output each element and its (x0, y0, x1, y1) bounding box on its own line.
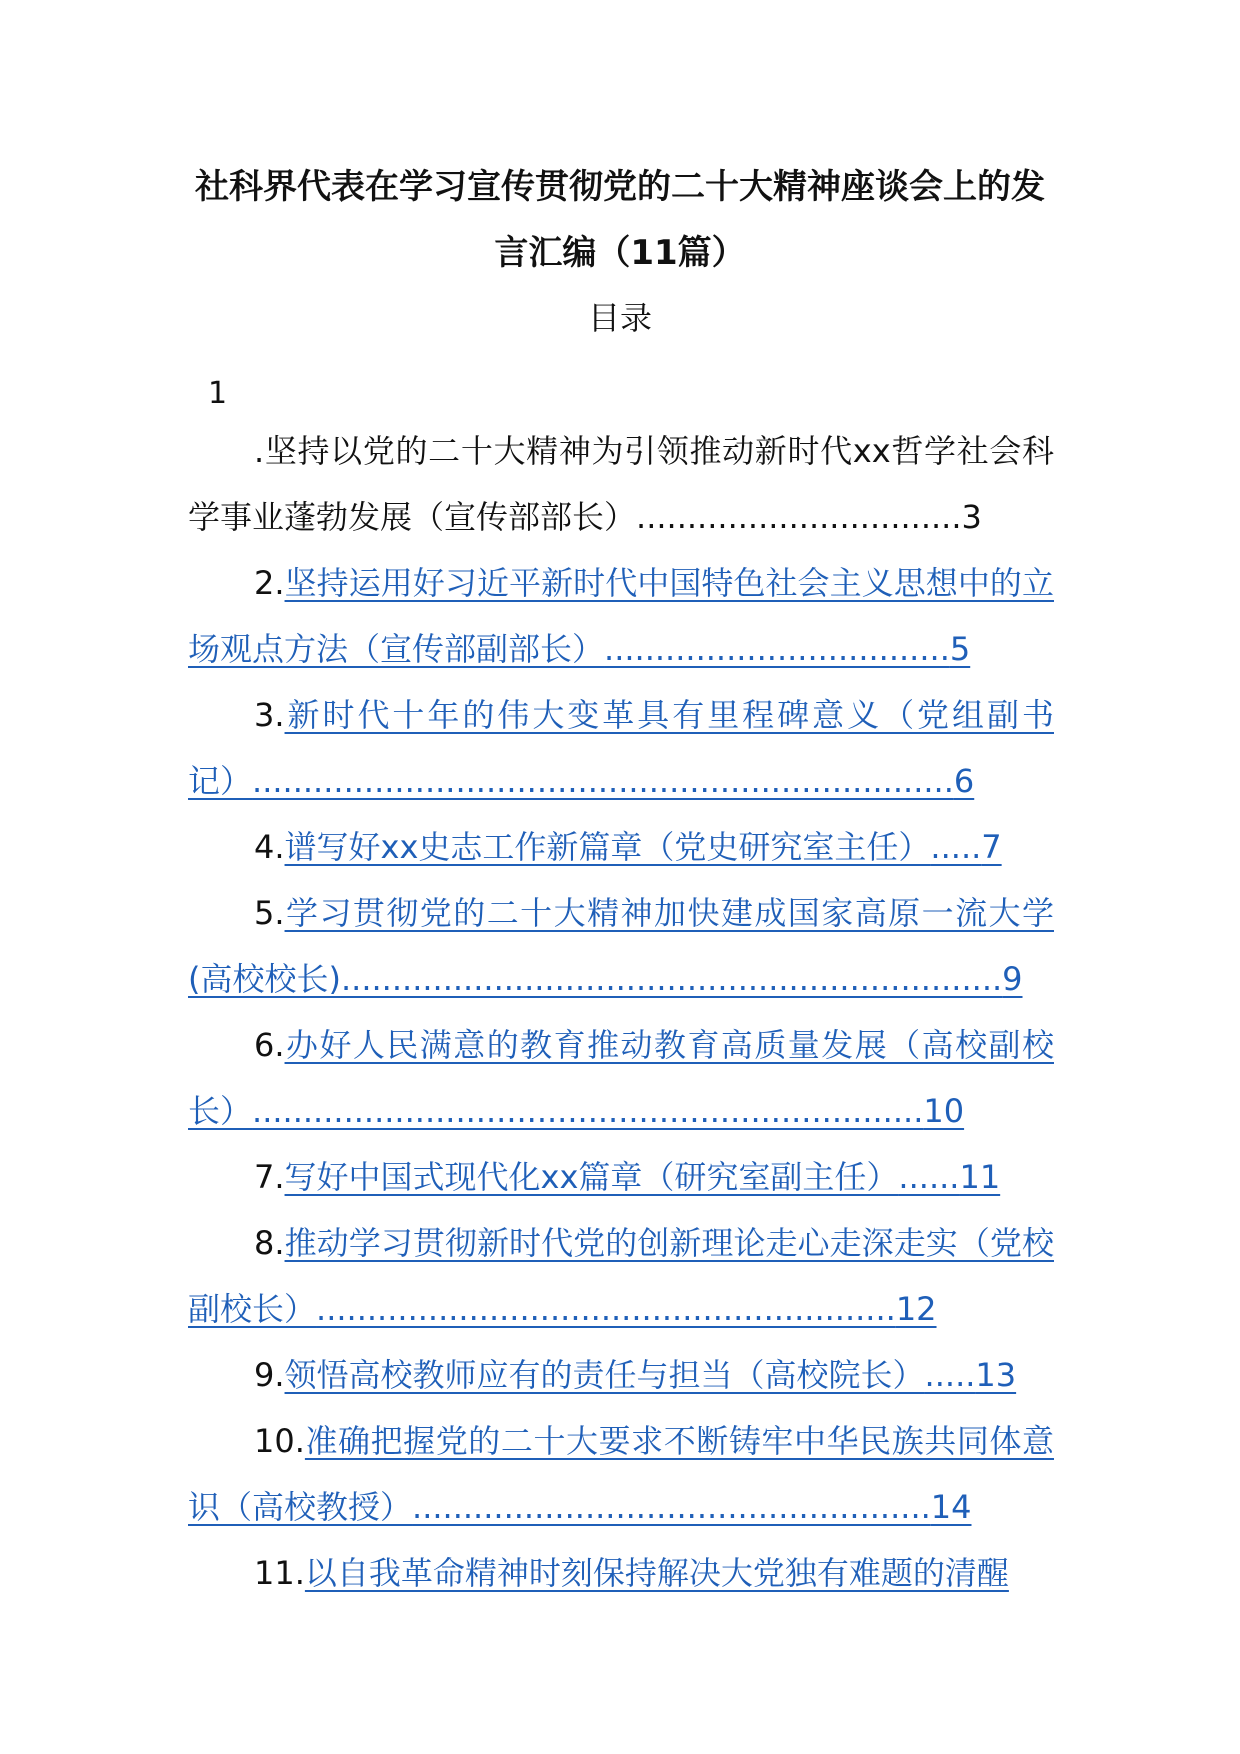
toc-entry-number: 3. (254, 696, 285, 734)
toc-entry-page-number: 11 (959, 1158, 1001, 1196)
toc-entry-1-number: 1 (208, 376, 228, 411)
toc-entry-title: 新时代十年的伟大变革具有里程碑意义（党组副书记） (188, 696, 1054, 800)
toc-entry[interactable] (188, 682, 1054, 814)
toc-entry-number: 5. (254, 894, 285, 932)
toc-entry-link[interactable] (285, 828, 1002, 866)
toc-entry-number: 2. (254, 564, 285, 602)
toc-entry-page-number: 10 (923, 1092, 965, 1130)
toc-entry-leader: ..................................................................... (252, 762, 954, 800)
toc-entry-leader: ..... (930, 828, 982, 866)
toc-entry-number: 6. (254, 1026, 285, 1064)
toc-entry-text (188, 432, 1054, 536)
toc-entry-leader: ................................ (636, 498, 962, 536)
toc-entry-page-number: 3 (961, 498, 982, 536)
toc-entry[interactable] (188, 550, 1054, 682)
toc-entry (188, 418, 1054, 550)
toc-entry-title: 谱写好xx史志工作新篇章（党史研究室主任） (284, 828, 931, 866)
toc-entry-number: 7. (254, 1158, 285, 1196)
toc-entry[interactable] (188, 1012, 1054, 1144)
toc-entry-title: 写好中国式现代化xx篇章（研究室副主任） (284, 1158, 899, 1196)
toc-entry-title: 办好人民满意的教育推动教育高质量发展（高校副校长） (188, 1026, 1054, 1130)
toc-entry-leader: .................................................................. (252, 1092, 924, 1130)
toc-entry-title: 以自我革命精神时刻保持解决大党独有难题的清醒 (304, 1554, 1009, 1592)
toc-entry-number: 10. (254, 1422, 305, 1460)
toc-entry-leader: ......................................................... (316, 1290, 896, 1328)
toc-entry-leader: ................................................... (412, 1488, 931, 1526)
toc-entry-page-number: 14 (930, 1488, 972, 1526)
toc-entry-page-number: 13 (975, 1356, 1017, 1394)
toc-entry-leader: ................................................................. (340, 960, 1003, 998)
toc-entry-link[interactable] (188, 1026, 1054, 1130)
toc-entry-number: 8. (254, 1224, 285, 1262)
toc-entry[interactable] (188, 1144, 1054, 1210)
toc-entry-link[interactable] (305, 1554, 1009, 1592)
toc-entry-title: 坚持运用好习近平新时代中国特色社会主义思想中的立场观点方法（宣传部副部长） (188, 564, 1054, 668)
toc-entry[interactable] (188, 1210, 1054, 1342)
toc-entry-page-number: 12 (895, 1290, 937, 1328)
toc-entry-link[interactable] (285, 1158, 1001, 1196)
document-title: 社科界代表在学习宣传贯彻党的二十大精神座谈会上的发言汇编（11篇） (195, 167, 1045, 273)
toc-entry[interactable] (188, 814, 1054, 880)
toc-entry-link[interactable] (285, 1356, 1017, 1394)
toc-entry[interactable] (188, 880, 1054, 1012)
toc-entry-link[interactable] (188, 696, 1054, 800)
toc-entry[interactable] (188, 1540, 1054, 1606)
toc-entry-link[interactable] (188, 1224, 1054, 1328)
toc-entry-page-number: 7 (981, 828, 1002, 866)
toc-entry[interactable] (188, 1408, 1054, 1540)
toc-entry-title: 领悟高校教师应有的责任与担当（高校院长） (284, 1356, 925, 1394)
toc-entry-link[interactable] (188, 564, 1054, 668)
toc-entry-link[interactable] (188, 1422, 1054, 1526)
toc-heading: 目录 (587, 299, 652, 337)
toc-entry[interactable] (188, 1342, 1054, 1408)
toc-entry-page-number: 5 (949, 630, 971, 668)
toc-entry-title: 推动学习贯彻新时代党的创新理论走心走深走实（党校副校长） (188, 1224, 1054, 1328)
toc-entry-link[interactable] (188, 894, 1054, 998)
toc-entry-number: 4. (254, 828, 285, 866)
toc-entry-leader: ...... (898, 1158, 960, 1196)
toc-entry-number: 9. (254, 1356, 285, 1394)
toc-entry-page-number: 6 (953, 762, 975, 800)
toc-entry-title: 准确把握党的二十大要求不断铸牢中华民族共同体意识（高校教授） (188, 1422, 1054, 1526)
toc-entry-leader: .................................. (604, 630, 950, 668)
toc-entry-leader: ..... (924, 1356, 976, 1394)
table-of-contents (188, 418, 1054, 1606)
toc-entry-page-number: 9 (1002, 960, 1023, 998)
toc-entry-title: .坚持以党的二十大精神为引领推动新时代xx哲学社会科学事业蓬勃发展（宣传部部长） (188, 432, 1054, 536)
toc-entry-title: 学习贯彻党的二十大精神加快建成国家高原一流大学(高校校长) (188, 894, 1054, 998)
toc-entry-number: 11. (254, 1554, 305, 1592)
